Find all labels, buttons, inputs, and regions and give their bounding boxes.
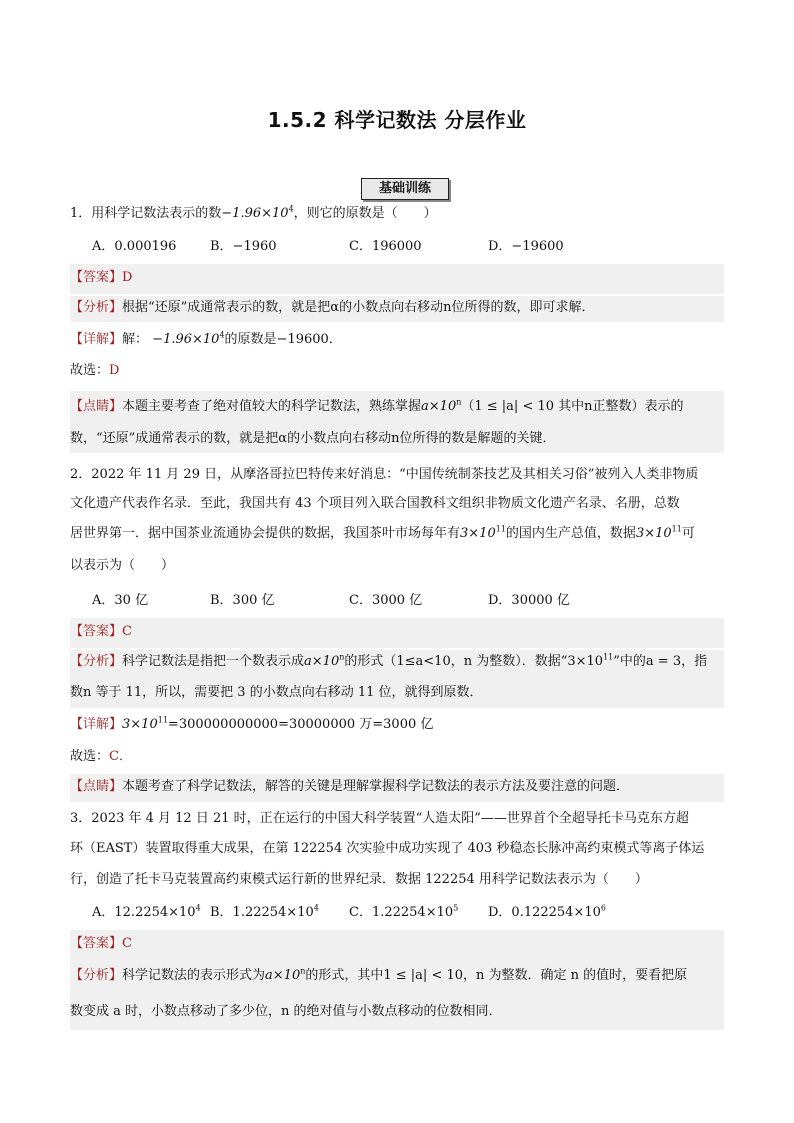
q1-option-c: C．196000 <box>349 239 422 254</box>
q3-option-b: B．$1.22254\times 10^4$ <box>210 903 319 920</box>
q3-analysis-line1: 【分析】科学记数法的表示形式为$a\times 10^n$的形式，其中1 ≤ |a| < 10，n 为整数．确定 n 的值时，要看把原 <box>70 966 688 983</box>
q1-option-b: B．−1960 <box>210 239 277 254</box>
q3-option-d: D．$0.122254\times 10^6$ <box>488 903 606 920</box>
q2-option-b: B．300 亿 <box>210 593 275 608</box>
q2-option-a: A．30 亿 <box>92 593 149 608</box>
q1-comment-line1: 【点睛】本题主要考查了绝对值较大的科学记数法，熟练掌握$a\times 10^n(1 \le |a| < 10$ 其中n正整数）表示的 <box>70 397 684 414</box>
q1-answer: 【答案】D <box>70 270 133 285</box>
q2-analysis-line1: 【分析】科学记数法是指把一个数表示成$a\times 10^n$的形式（1≤a<10，n 为整数）．数据“$3\times 10^{11}$”中的a = 3，指 <box>70 652 708 669</box>
q2-stem-line4: 以表示为（ ） <box>70 558 175 573</box>
q1-comment-line2: 数，“还原”成通常表示的数，就是把α的小数点向右移动n位所得的数是解题的关键． <box>70 431 556 446</box>
q1-option-a: A．0.000196 <box>92 239 177 254</box>
q1-detail: 【详解】解： $-1.96\times 10^4$的原数是−19600． <box>70 330 342 347</box>
q3-stem-line1: 3．2023 年 4 月 12 日 21 时，正在运行的中国大科学装置“人造太阳”——世界首个全超导托卡马克东方超 <box>70 811 689 826</box>
section-label-box <box>361 178 449 200</box>
q3-stem-line3: 行，创造了托卡马克装置高约束模式运行新的世界纪录．数据 122254 用科学记数法表示为（ ） <box>70 872 648 887</box>
q2-choose: 故选：C． <box>70 749 132 764</box>
q2-stem-line3: 居世界第一．据中国茶业流通协会提供的数据，我国茶叶市场每年有$3\times 10^{11}$的国内生产总值，数据$3\times 10^{11}$可 <box>70 524 695 541</box>
q3-option-a: A．$12.2254\times 10^4$ <box>92 903 201 920</box>
q2-answer: 【答案】C <box>70 624 132 639</box>
page-title: 1.5.2 科学记数法 分层作业 <box>267 108 527 132</box>
q1-option-d: D．−19600 <box>488 239 564 254</box>
q1-stem: 1．用科学记数法表示的数$-1.96\times 10^4$，则它的原数是（ ） <box>70 204 437 221</box>
q3-analysis-line2: 数变成 a 时，小数点移动了多少位，n 的绝对值与小数点移动的位数相同． <box>70 1004 502 1019</box>
q1-choose: 故选：D <box>70 363 120 378</box>
q2-analysis-line2: 数n 等于 11，所以，需要把 3 的小数点向右移动 11 位，就得到原数． <box>70 685 483 700</box>
q2-option-d: D．30000 亿 <box>488 593 570 608</box>
q2-stem-line1: 2．2022 年 11 月 29 日，从摩洛哥拉巴特传来好消息：“中国传统制茶技艺及其相关习俗”被列入人类非物质 <box>70 467 699 482</box>
section-label: 基础训练 <box>378 181 431 196</box>
q3-stem-line2: 环（EAST）装置取得重大成果，在第 122254 次实验中成功实现了 403 秒稳态长脉冲高约束模式等离子体运 <box>70 841 705 856</box>
q2-option-c: C．3000 亿 <box>349 593 423 608</box>
q2-comment: 【点睛】本题考查了科学记数法，解答的关键是理解掌握科学记数法的表示方法及要注意的问题． <box>70 779 630 794</box>
q2-detail: 【详解】$3\times 10^{11}=300000000000=30000000$ 万=3000 亿 <box>70 715 434 732</box>
q1-analysis: 【分析】根据“还原”成通常表示的数，就是把α的小数点向右移动n位所得的数，即可求解． <box>70 300 595 315</box>
q3-option-c: C．$1.22254\times 10^5$ <box>349 903 459 920</box>
q2-stem-line2: 文化遗产代表作名录．至此，我国共有 43 个项目列入联合国教科文组织非物质文化遗产名录、名册，总数 <box>70 496 680 511</box>
q3-answer: 【答案】C <box>70 936 132 951</box>
